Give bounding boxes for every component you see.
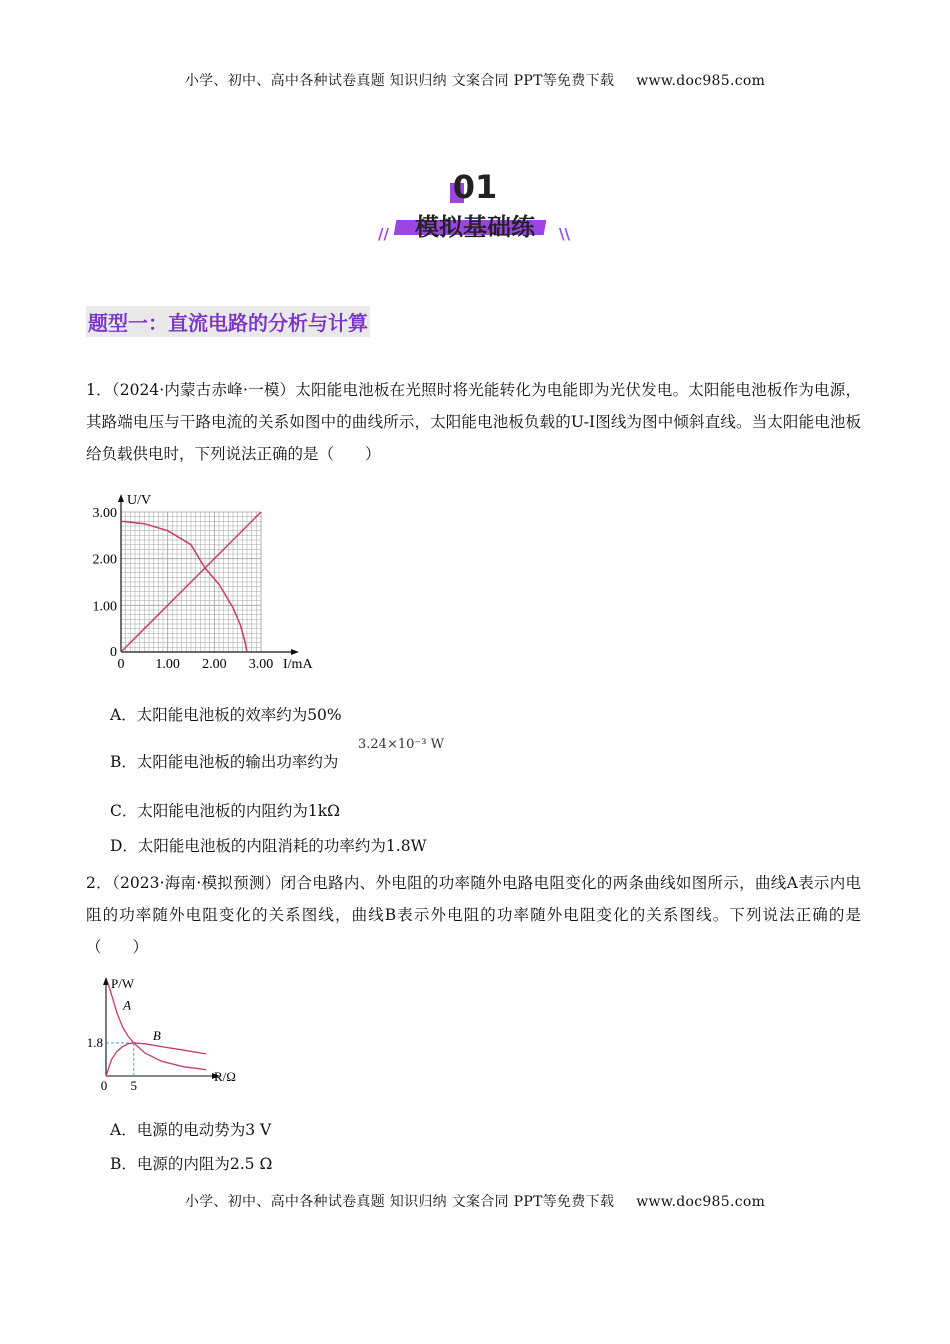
y-tick-label: 1.8 bbox=[86, 1034, 103, 1050]
q2-option-a[interactable]: A．电源的电动势为3 V bbox=[110, 1121, 272, 1139]
y-axis-arrow bbox=[118, 494, 124, 502]
x-tick-label: 3.00 bbox=[248, 657, 274, 672]
x-tick-label: 5 bbox=[130, 1078, 138, 1093]
y-axis-arrow bbox=[103, 977, 109, 985]
chapter-number: 01 bbox=[452, 168, 498, 206]
x-axis-label: I/mA bbox=[283, 657, 313, 672]
page-footer bbox=[0, 1191, 950, 1211]
x-tick-label: 0 bbox=[100, 1078, 108, 1093]
header-site[interactable]: www.doc985.com bbox=[636, 73, 766, 89]
q1-option-a[interactable]: A．太阳能电池板的效率约为50% bbox=[110, 706, 342, 724]
y-tick-label: 0 bbox=[110, 645, 117, 660]
right-slash-mark: \\ bbox=[559, 225, 570, 243]
footer-site[interactable]: www.doc985.com bbox=[636, 1194, 766, 1210]
y-tick-label: 3.00 bbox=[92, 506, 117, 521]
y-tick-label: 2.00 bbox=[92, 552, 117, 568]
x-axis-arrow bbox=[291, 649, 299, 655]
left-slash-mark: // bbox=[378, 225, 389, 243]
chapter-banner bbox=[370, 165, 580, 250]
q1-option-b-value: 3.24×10⁻³ W bbox=[358, 737, 444, 752]
pr-chart bbox=[84, 976, 264, 1096]
q1-option-c[interactable]: C．太阳能电池板的内阻约为1kΩ bbox=[110, 802, 340, 820]
uv-chart bbox=[84, 487, 334, 672]
y-axis-label: P/W bbox=[111, 976, 135, 991]
header-text: 小学、初中、高中各种试卷真题 知识归纳 文案合同 PPT等免费下载 bbox=[184, 73, 615, 89]
q1-option-d[interactable]: D．太阳能电池板的内阻消耗的功率约为1.8W bbox=[110, 837, 427, 855]
q2-option-b[interactable]: B．电源的内阻为2.5 Ω bbox=[110, 1155, 273, 1173]
footer-text: 小学、初中、高中各种试卷真题 知识归纳 文案合同 PPT等免费下载 bbox=[184, 1194, 615, 1210]
series-B bbox=[106, 1043, 206, 1076]
q1-option-b[interactable]: B．太阳能电池板的输出功率约为 bbox=[110, 753, 339, 771]
y-tick-label: 1.00 bbox=[92, 599, 117, 615]
x-axis-label: R/Ω bbox=[214, 1069, 236, 1084]
question-2-text: 2．（2023·海南·模拟预测）闭合电路内、外电阻的功率随外电路电阻变化的两条曲线如图所示，曲线A表示内电阻的功率随外电阻变化的关系图线，曲线B表示外电阻的功率随外电阻变化的关系图线。下列说法正确的是（ ） bbox=[86, 874, 861, 956]
y-axis-label: U/V bbox=[127, 493, 152, 508]
x-tick-label: 2.00 bbox=[202, 657, 227, 672]
x-tick-label: 0 bbox=[117, 657, 125, 672]
question-1-text: 1．（2024·内蒙古赤峰·一模）太阳能电池板在光照时将光能转化为电能即为光伏发电。太阳能电池板作为电源，其路端电压与干路电流的关系如图中的曲线所示，太阳能电池板负载的U-I图线为图中倾斜直线。当太阳能电池板给负载供电时，下列说法正确的是（ ） bbox=[86, 381, 861, 463]
series-label-A: A bbox=[123, 997, 132, 1013]
page-header bbox=[0, 70, 950, 90]
section-title: 题型一：直流电路的分析与计算 bbox=[86, 306, 370, 337]
chapter-title: 模拟基础练 bbox=[415, 213, 535, 241]
series-label-B: B bbox=[152, 1027, 161, 1043]
x-tick-label: 1.00 bbox=[155, 657, 180, 672]
